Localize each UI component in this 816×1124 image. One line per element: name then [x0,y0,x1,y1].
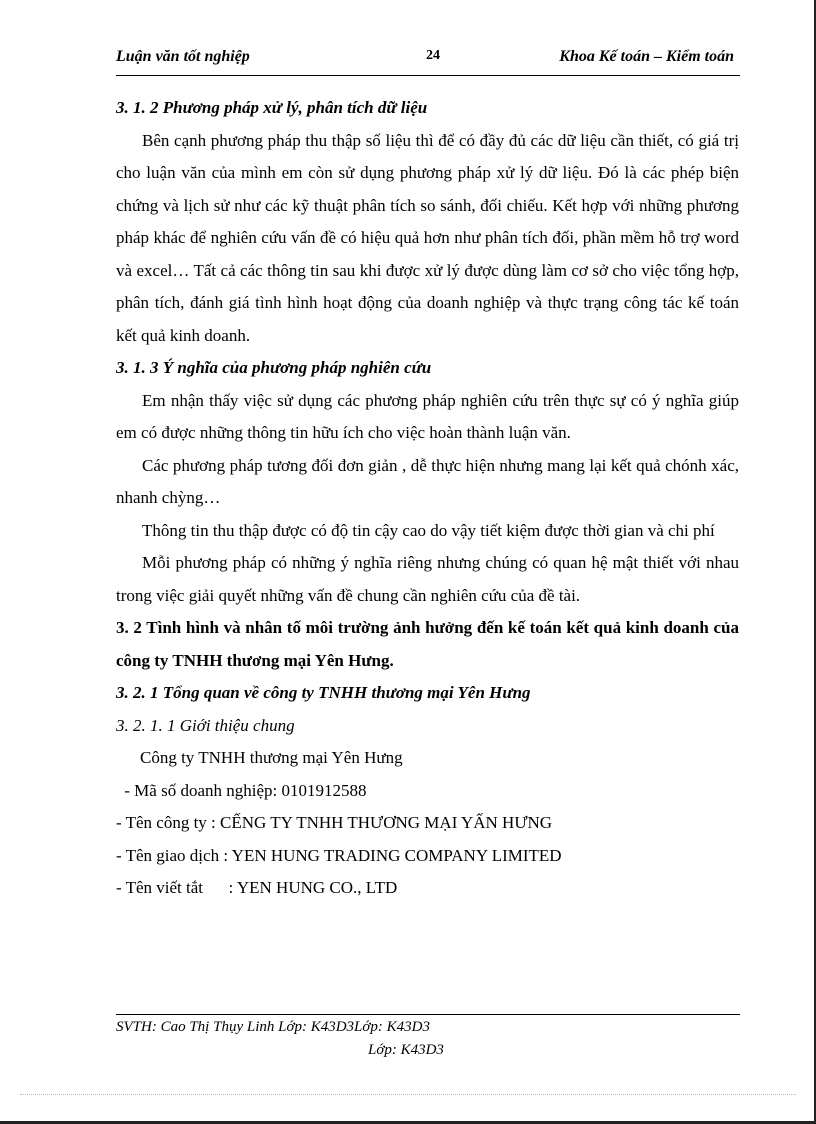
company-trade-name: - Tên giao dịch : YEN HUNG TRADING COMPANY LIMITED [116,845,562,865]
company-official-name: - Tên công ty : CẾNG TY TNHH THƯƠNG MẠI YẤN HƯNG [116,813,553,832]
page-footer [116,1016,740,1062]
footer-student-line: SVTH: Cao Thị Thụy Linh Lớp: K43D3Lớp: K43D3 [116,1019,430,1035]
footer-divider [116,1014,740,1015]
paragraph-relationship: Mỗi phương pháp có những ý nghĩa riêng nhưng chúng có quan hệ mật thiết với nhau trong việc giải quyết những vấn đề chung cần nghiên cứu của đề tài. [116,553,739,605]
page-number: 24 [426,48,440,63]
heading-3-2-1-1: 3. 2. 1. 1 Giới thiệu chung [116,715,295,735]
paragraph-simple-methods: Các phương pháp tương đối đơn giản , dễ thực hiện nhưng mang lại kết quả chónh xác, nhanh chỳng… [116,455,739,507]
paragraph-significance: Em nhận thấy việc sử dụng các phương pháp nghiên cứu trên thực sự có ý nghĩa giúp em có được những thông tin hữu ích cho việc hoàn thành luận văn. [116,390,739,442]
heading-3-2: 3. 2 Tình hình và nhân tố môi trường ảnh hưởng đến kế toán kết quả kinh doanh của công ty TNHH thương mại Yên Hưng. [116,618,739,670]
header-thesis-label: Luận văn tốt nghiệp [116,48,250,65]
heading-3-1-2: 3. 1. 2 Phương pháp xử lý, phân tích dữ liệu [116,98,428,117]
footer-class-line: Lớp: K43D3 [368,1042,444,1058]
header-faculty-label: Khoa Kế toán – Kiểm toán [559,48,734,65]
heading-3-2-1: 3. 2. 1 Tổng quan về công ty TNHH thương mại Yên Hưng [116,683,531,702]
document-body [116,92,739,905]
paragraph-processing: Bên cạnh phương pháp thu thập số liệu thì để có đầy đủ các dữ liệu cần thiết, có giá trị cho luận văn của mình em còn sử dụng phương pháp xử lý dữ liệu. Đó là các phép biện chứng và lịch sử như các kỹ thuật phân tích so sánh, đối chiếu. Kết hợp với những phương pháp khác để nghiên cứu vấn đề có hiệu quả hơn như phân tích đối, phần mềm hỗ trợ word và excel… Tất cả các thông tin sau khi được xử lý được dùng làm cơ sở cho việc tổng hợp, phân tích, đánh giá tình hình hoạt động của doanh nghiệp và thực trạng công tác kế toán kết quả kinh doanh. [116,130,739,345]
company-tax-code: - Mã số doanh nghiệp: 0101912588 [120,780,367,800]
company-short-name: - Tên viết tắt : YEN HUNG CO., LTD [116,878,398,897]
bottom-dotted-border [20,1094,796,1095]
paragraph-reliability: Thông tin thu thập được có độ tin cậy cao do vậy tiết kiệm được thời gian và chi phí [142,520,715,540]
page-header [116,44,740,72]
company-name-line: Công ty TNHH thương mại Yên Hưng [140,748,403,767]
heading-3-1-3: 3. 1. 3 Ý nghĩa của phương pháp nghiên cứu [116,358,432,377]
header-divider [116,75,740,76]
